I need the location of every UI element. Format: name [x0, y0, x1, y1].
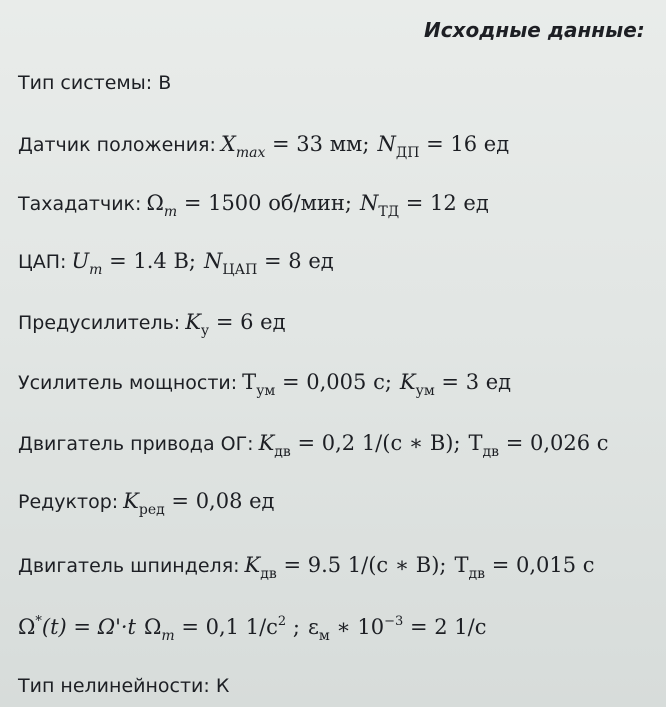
system-type-text: Тип системы: В: [18, 72, 172, 94]
epsilon-value: ∗ 10: [329, 615, 385, 639]
kdv-subscript: дв: [274, 444, 291, 460]
drive-motor-line: [18, 431, 609, 460]
tum-symbol: T: [242, 370, 257, 394]
omega-m2-superscript: 2: [277, 614, 287, 629]
tdv-symbol: T: [468, 431, 483, 455]
tdv-value: = 0,026 с: [499, 431, 609, 455]
ndp-value: = 16 ед: [419, 132, 510, 156]
ncap-symbol: N: [203, 249, 223, 273]
kdv-symbol: K: [258, 431, 275, 455]
ky-value: = 6 ед: [209, 310, 286, 334]
kdv-value: = 0,2 1/(с ∗ В);: [290, 431, 461, 455]
epsilon-tail: = 2 1/с: [403, 615, 487, 639]
nonlinearity-type-text: Тип нелинейности: К: [18, 675, 230, 697]
ncap-subscript: ЦАП: [222, 262, 258, 278]
kred-value: = 0,08 ед: [164, 489, 275, 513]
omega-star-argument: (t) = Ω'·t: [41, 615, 136, 639]
omega-m2-subscript: m: [161, 628, 175, 644]
input-signal-line: [18, 614, 487, 644]
epsilon-symbol: ε: [307, 615, 319, 639]
kred-subscript: ред: [138, 502, 165, 518]
system-type-line: [18, 73, 171, 93]
kdv-spindle-symbol: K: [244, 553, 261, 577]
preamplifier-label: Предусилитель:: [18, 312, 181, 334]
tdv-spindle-symbol: T: [454, 553, 469, 577]
tachogenerator-line: [18, 191, 489, 220]
position-sensor-label: Датчик положения:: [18, 134, 216, 156]
xmax-symbol: X: [220, 132, 236, 156]
kred-symbol: K: [123, 489, 139, 513]
um-symbol: U: [71, 249, 90, 273]
nonlinearity-type-line: [18, 676, 229, 696]
epsilon-exponent: −3: [384, 614, 404, 629]
tachogenerator-label: Тахадатчик:: [18, 193, 142, 215]
ntd-subscript: ТД: [378, 204, 400, 220]
ntd-symbol: N: [359, 191, 379, 215]
preamplifier-line: [18, 310, 286, 339]
position-sensor-line: [18, 132, 510, 161]
omega-m-value: = 1500 об/мин;: [177, 191, 352, 215]
xmax-value: = 33 мм;: [265, 132, 370, 156]
omega-star-symbol: Ω: [18, 615, 36, 639]
tdv-spindle-subscript: дв: [468, 566, 486, 582]
epsilon-subscript: м: [318, 628, 330, 644]
power-amplifier-label: Усилитель мощности:: [18, 372, 238, 394]
dac-label: ЦАП:: [18, 251, 67, 273]
ky-subscript: у: [200, 323, 210, 339]
omega-m2-symbol: Ω: [144, 615, 162, 639]
omega-m-subscript: m: [163, 204, 178, 220]
kum-subscript: ум: [415, 383, 435, 399]
ndp-symbol: N: [377, 132, 396, 156]
spindle-motor-line: [18, 553, 595, 582]
tum-subscript: ум: [256, 383, 276, 399]
tum-value: = 0,005 с;: [275, 370, 392, 394]
xmax-subscript: max: [235, 145, 266, 161]
document-heading: Исходные данные:: [424, 18, 645, 42]
kdv-spindle-value: = 9.5 1/(с ∗ В);: [276, 553, 447, 577]
drive-motor-label: Двигатель привода ОГ:: [18, 433, 254, 455]
tdv-subscript: дв: [482, 444, 500, 460]
kdv-spindle-subscript: дв: [260, 566, 277, 582]
reducer-line: [18, 489, 275, 518]
kum-symbol: K: [399, 370, 416, 394]
tdv-spindle-value: = 0,015 с: [485, 553, 595, 577]
spindle-motor-label: Двигатель шпинделя:: [18, 555, 240, 577]
um-subscript: m: [89, 262, 103, 278]
omega-m-symbol: Ω: [146, 191, 164, 215]
power-amplifier-line: [18, 370, 512, 399]
reducer-label: Редуктор:: [18, 491, 119, 513]
omega-m2-tail: ;: [286, 615, 300, 639]
ky-symbol: K: [185, 310, 201, 334]
dac-line: [18, 249, 334, 278]
ntd-value: = 12 ед: [399, 191, 489, 215]
ncap-value: = 8 ед: [257, 249, 334, 273]
um-value: = 1.4 В;: [102, 249, 196, 273]
kum-value: = 3 ед: [434, 370, 512, 394]
omega-m2-value: = 0,1 1/с: [174, 615, 278, 639]
ndp-subscript: ДП: [395, 145, 420, 161]
omega-star-superscript: *: [35, 614, 42, 629]
